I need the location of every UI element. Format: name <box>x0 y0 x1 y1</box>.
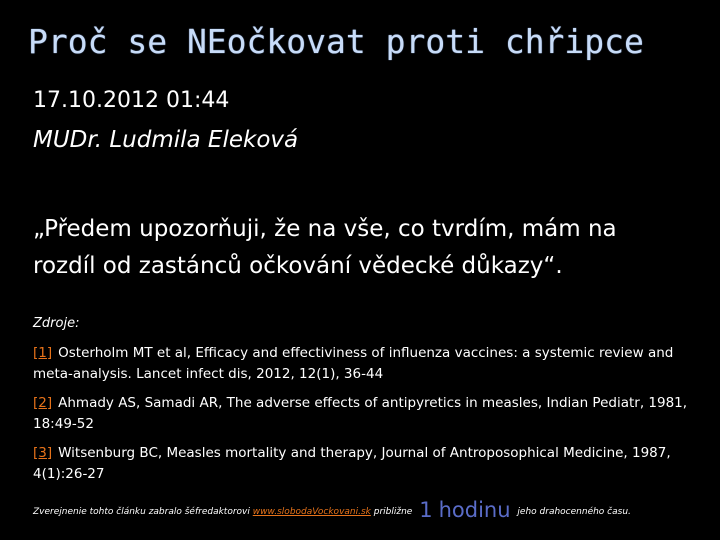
footer-highlight <box>419 498 510 522</box>
footer-mid: približne <box>373 507 413 517</box>
source-item <box>33 343 688 385</box>
source-ref-link[interactable]: [3] <box>33 445 53 461</box>
footer-suffix: jeho drahocenného času. <box>517 507 631 517</box>
source-text: Ahmady AS, Samadi AR, The adverse effects of antipyretics in measles, Indian Pediatr, 1981, 18:49-52 <box>33 395 688 432</box>
author-name: MUDr. Ludmila Eleková <box>33 127 299 153</box>
sources-label: Zdroje: <box>33 316 80 331</box>
source-ref-link[interactable]: [1] <box>33 345 53 361</box>
source-text: Osterholm MT et al, Efficacy and effectiviness of influenza vaccines: a systemic review and meta-analysis. Lancet infect dis, 2012, 12(1), 36-44 <box>33 345 674 382</box>
footer-note <box>33 498 713 522</box>
publish-date: 17.10.2012 01:44 <box>33 88 230 113</box>
source-item <box>33 393 688 435</box>
footer-prefix: Zverejnenie tohto článku zabralo šéfredaktorovi <box>33 507 250 517</box>
footer-highlight-number: 1 <box>419 498 433 522</box>
source-text: Witsenburg BC, Measles mortality and therapy, Journal of Antroposophical Medicine, 1987, 4(1):26-27 <box>33 445 671 482</box>
source-ref-link[interactable]: [2] <box>33 395 53 411</box>
quote-text: „Předem upozorňuji, že na vše, co tvrdím, mám na rozdíl od zastánců očkování vědecké důkazy“. <box>33 216 617 279</box>
source-item <box>33 443 688 485</box>
footer-site-link[interactable]: www.slobodaVockovani.sk <box>252 507 371 517</box>
footer-highlight-word: hodinu <box>438 498 511 522</box>
slide-title: Proč se NEočkovat proti chřipce <box>28 22 644 61</box>
